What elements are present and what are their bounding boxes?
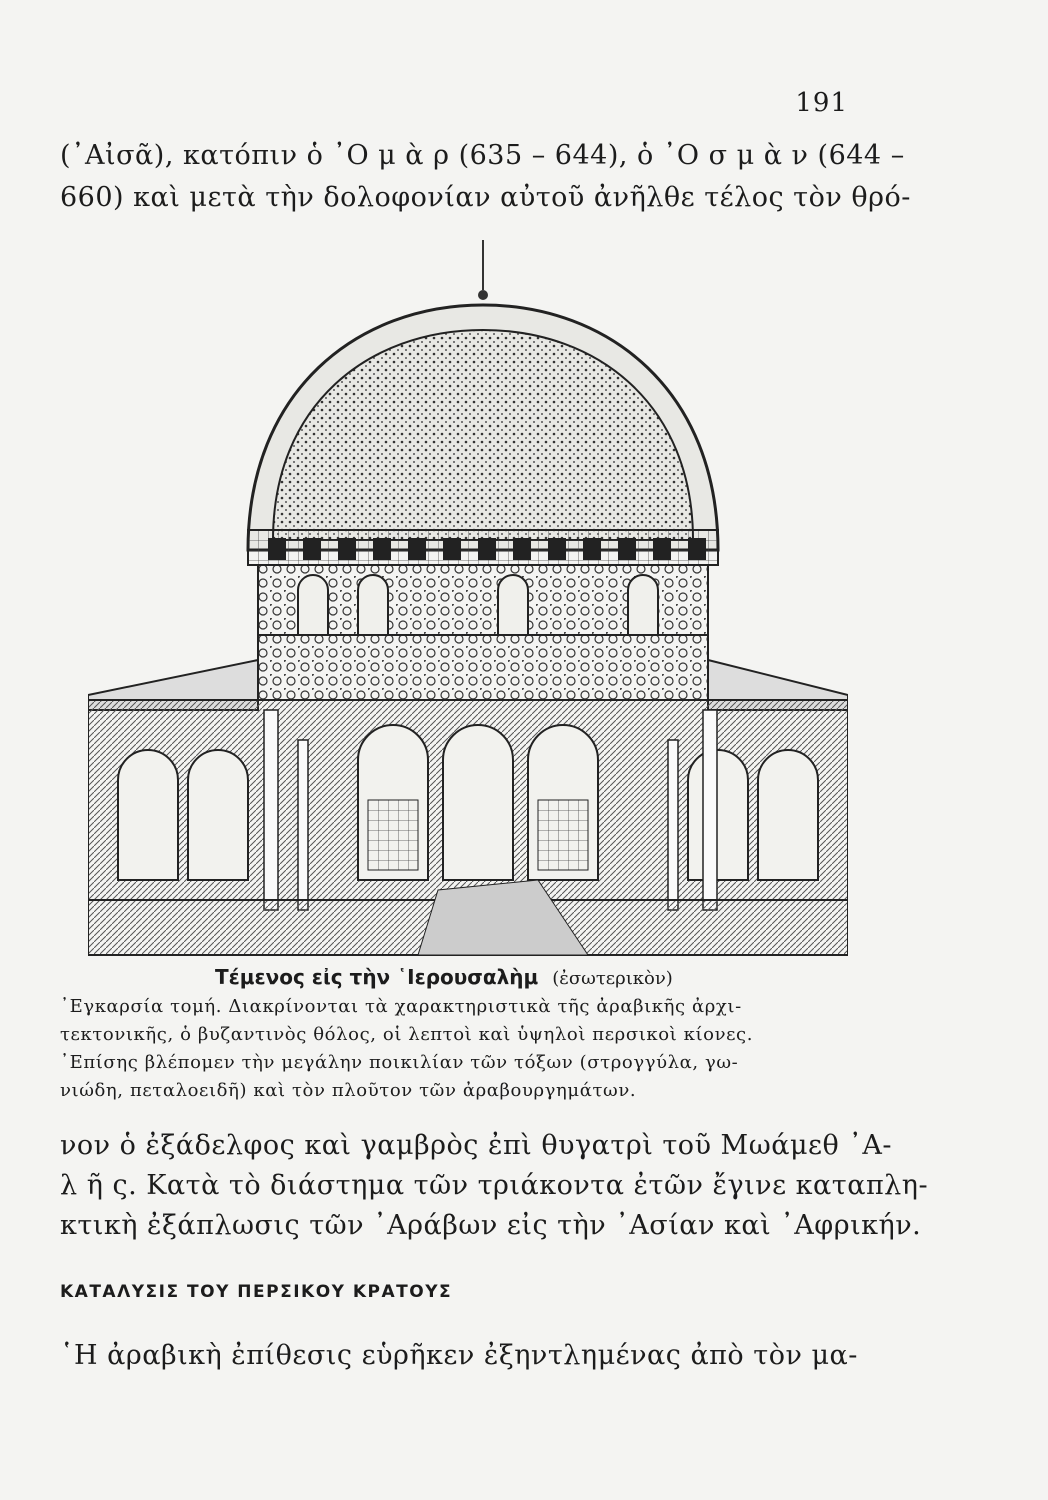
caption-line: ᾽Εγκαρσία τομή. Διακρίνονται τὰ χαρακτηριστικὰ τῆς ἀραβικῆς ἀρχι- <box>60 996 742 1017</box>
figure-caption-title <box>215 965 673 989</box>
page-number: 191 <box>795 88 848 118</box>
caption-subtitle: (ἐσωτερικὸν) <box>552 968 673 989</box>
text-line: λ ῆ ς. Κατὰ τὸ διάστημα τῶν τριάκοντα ἐτῶν ἔγινε καταπλη- <box>60 1170 929 1201</box>
caption-line: ᾽Επίσης βλέπομεν τὴν μεγάλην ποικιλίαν τῶν τόξων (στρογγύλα, γω- <box>60 1052 739 1073</box>
caption-title-text: Τέμενος εἰς τὴν ῾Ιερουσαλὴμ <box>215 965 539 989</box>
text-line: ῾Η ἀραβικὴ ἐπίθεσις εὑρῆκεν ἐξηντλημένας ἀπὸ τὸν μα- <box>60 1340 858 1371</box>
text-line: 660) καὶ μετὰ τὴν δολοφονίαν αὐτοῦ ἀνῆλθε τέλος τὸν θρό- <box>60 182 911 213</box>
caption-line: νιώδη, πεταλοειδῆ) καὶ τὸν πλοῦτον τῶν ἀραβουργημάτων. <box>60 1080 637 1101</box>
caption-line: τεκτονικῆς, ὁ βυζαντινὸς θόλος, οἱ λεπτοὶ καὶ ὑψηλοὶ περσικοὶ κίονες. <box>60 1024 754 1045</box>
text-line: κτικὴ ἐξάπλωσις τῶν ᾽Αράβων εἰς τὴν ᾽Ασίαν καὶ ᾽Αφρικήν. <box>60 1210 922 1241</box>
section-heading: ΚΑΤΑΛΥΣΙΣ ΤΟΥ ΠΕΡΣΙΚΟΥ ΚΡΑΤΟΥΣ <box>60 1282 453 1302</box>
text-line: (᾽Αἰσᾶ), κατόπιν ὁ ᾽Ο μ ὰ ρ (635 – 644), ὁ ᾽Ο σ μ ὰ ν (644 – <box>60 140 905 171</box>
mosque-cross-section-illustration <box>88 240 848 960</box>
text-line: νον ὁ ἐξάδελφος καὶ γαμβρὸς ἐπὶ θυγατρὶ τοῦ Μωάμεθ ᾽Α- <box>60 1130 892 1161</box>
